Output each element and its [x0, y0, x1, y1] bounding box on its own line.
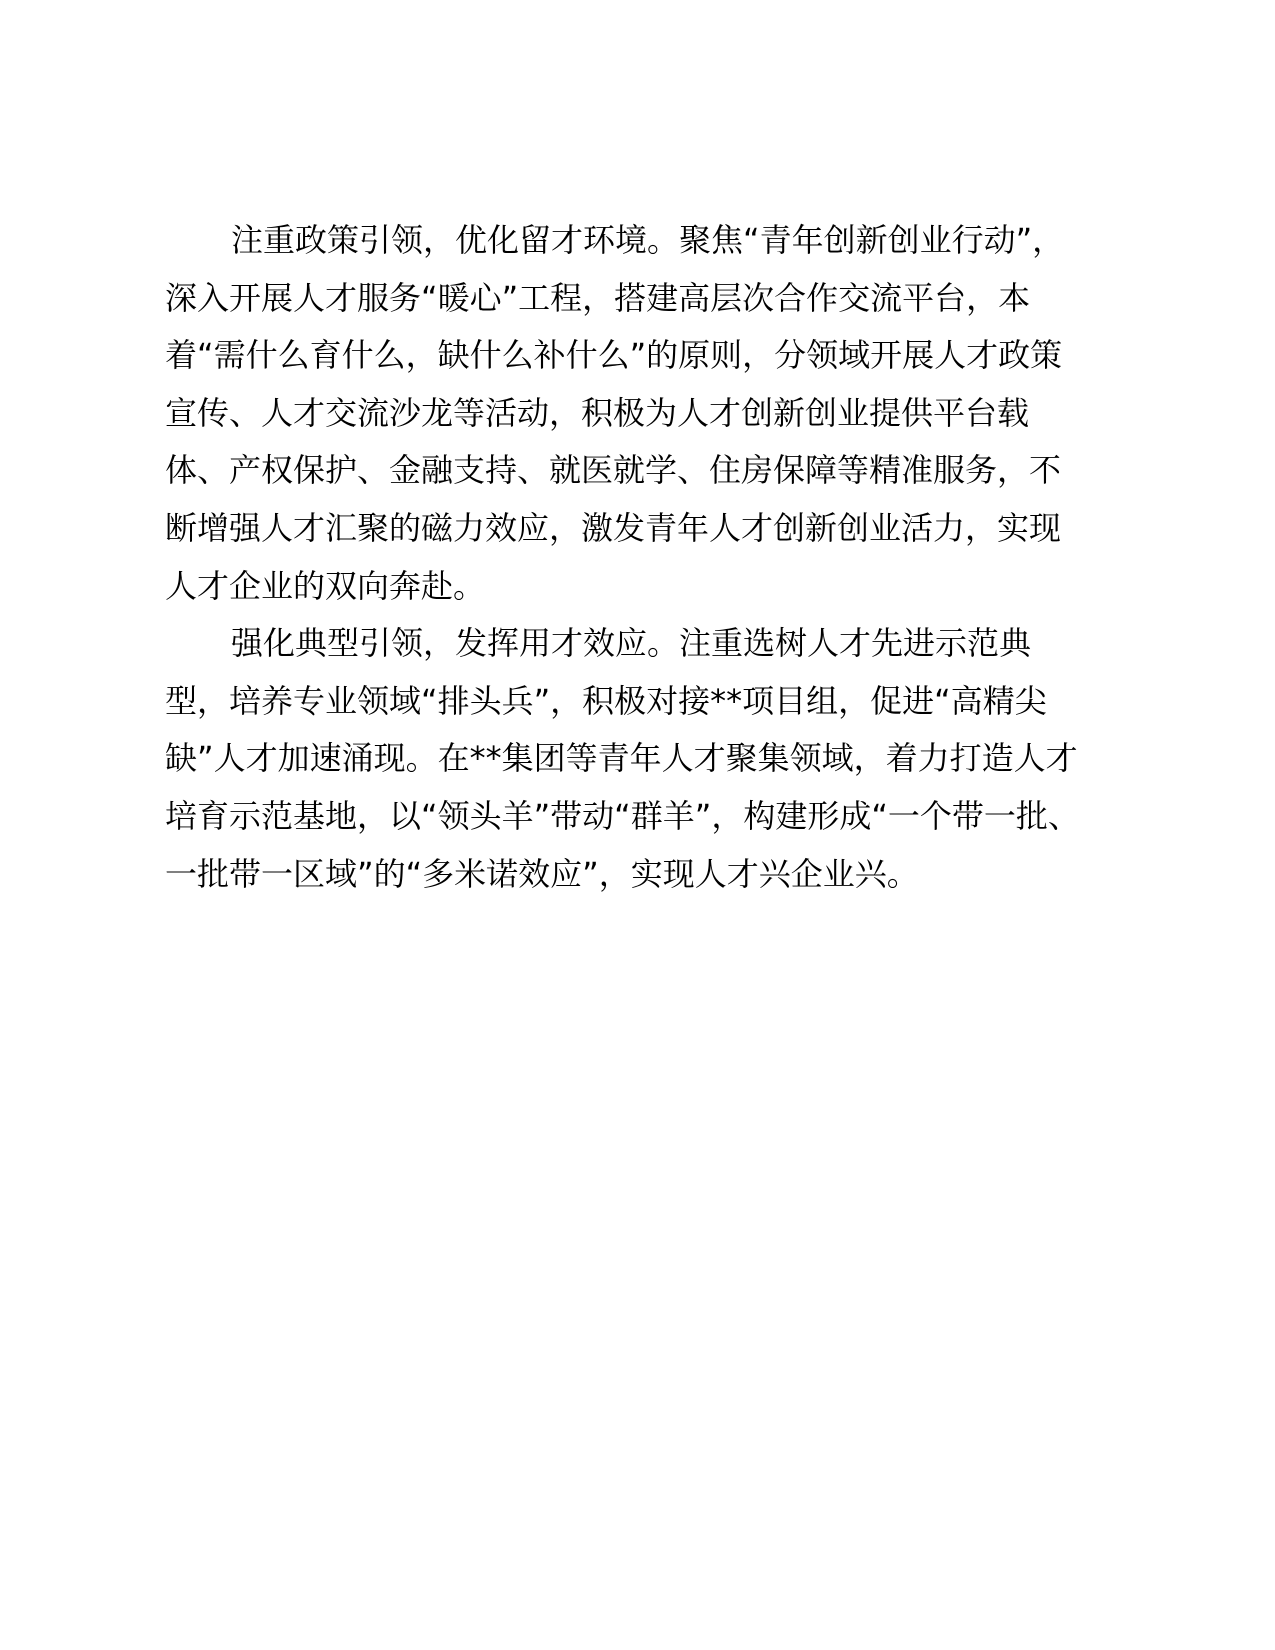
paragraph-line: 缺”人才加速涌现。在**集团等青年人才聚集领域，着力打造人才 — [165, 739, 1078, 778]
paragraph-model-leadership — [165, 615, 1115, 903]
paragraph-line: 注重政策引领，优化留才环境。聚焦“青年创新创业行动”， — [231, 221, 1065, 259]
paragraph-line: 强化典型引领，发挥用才效应。注重选树人才先进示范典 — [231, 624, 1032, 663]
paragraph-talent-retention — [165, 212, 1115, 615]
paragraph-line: 体、产权保护、金融支持、就医就学、住房保障等精准服务，不 — [165, 451, 1062, 490]
paragraph-line: 型，培养专业领域“排头兵”，积极对接**项目组，促进“高精尖 — [165, 681, 1047, 720]
paragraph-line: 深入开展人才服务“暖心”工程，搭建高层次合作交流平台，本 — [165, 278, 1031, 317]
paragraph-line: 宣传、人才交流沙龙等活动，积极为人才创新创业提供平台载 — [165, 393, 1030, 432]
paragraph-line: 一批带一区域”的“多米诺效应”，实现人才兴企业兴。 — [165, 854, 919, 893]
document-body — [165, 212, 1115, 903]
paragraph-line: 断增强人才汇聚的磁力效应，激发青年人才创新创业活力，实现 — [165, 508, 1062, 547]
paragraph-line: 着“需什么育什么，缺什么补什么”的原则，分领域开展人才政策 — [165, 336, 1063, 375]
paragraph-line: 人才企业的双向奔赴。 — [165, 566, 486, 605]
paragraph-line: 培育示范基地，以“领头羊”带动“群羊”，构建形成“一个带一批、 — [165, 796, 1080, 835]
